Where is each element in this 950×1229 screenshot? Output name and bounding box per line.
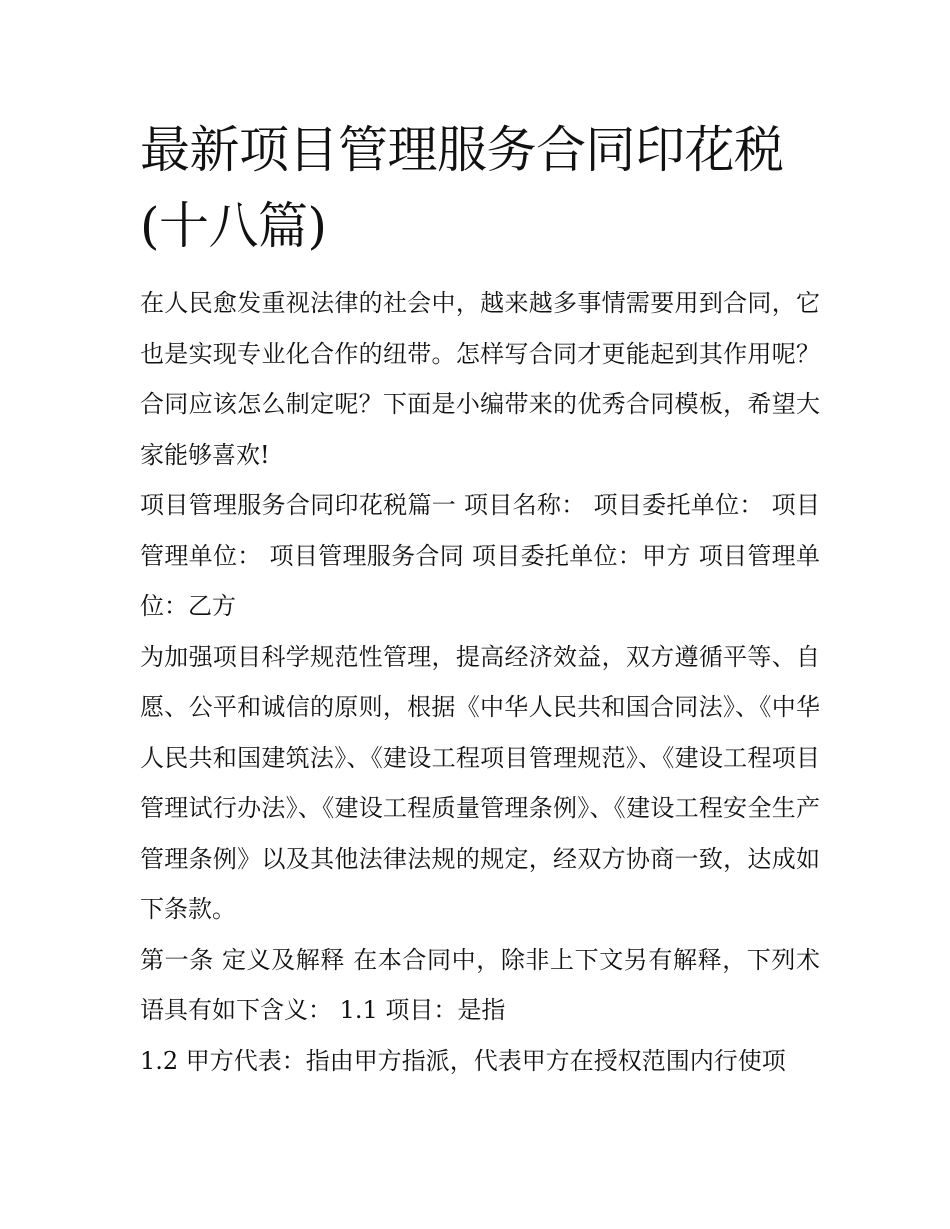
document-title: 最新项目管理服务合同印花税(十八篇) <box>140 121 784 255</box>
article-one-paragraph: 第一条 定义及解释 在本合同中，除非上下文另有解释，下列术语具有如下含义： 1.1 项目：是指 <box>140 945 820 1024</box>
contract-header-paragraph: 项目管理服务合同印花税篇一 项目名称： 项目委托单位： 项目管理单位： 项目管理服务合同 项目委托单位：甲方 项目管理单位：乙方 <box>140 491 820 620</box>
intro-paragraph: 在人民愈发重视法律的社会中，越来越多事情需要用到合同，它也是实现专业化合作的纽带。怎样写合同才更能起到其作用呢？合同应该怎么制定呢？下面是小编带来的优秀合同模板，希望大家能够喜欢! <box>140 289 820 469</box>
clause-1-2-paragraph: 1.2 甲方代表：指由甲方指派，代表甲方在授权范围内行使项 <box>140 1046 786 1075</box>
document-body <box>140 112 820 1086</box>
preamble-paragraph: 为加强项目科学规范性管理，提高经济效益，双方遵循平等、自愿、公平和诚信的原则，根据《中华人民共和国合同法》、《中华人民共和国建筑法》、《建设工程项目管理规范》、《建设工程项目管理试行办法》、《建设工程质量管理条例》、《建设工程安全生产管理条例》以及其他法律法规的规定，经双方协商一致，达成如下条款。 <box>140 642 820 923</box>
